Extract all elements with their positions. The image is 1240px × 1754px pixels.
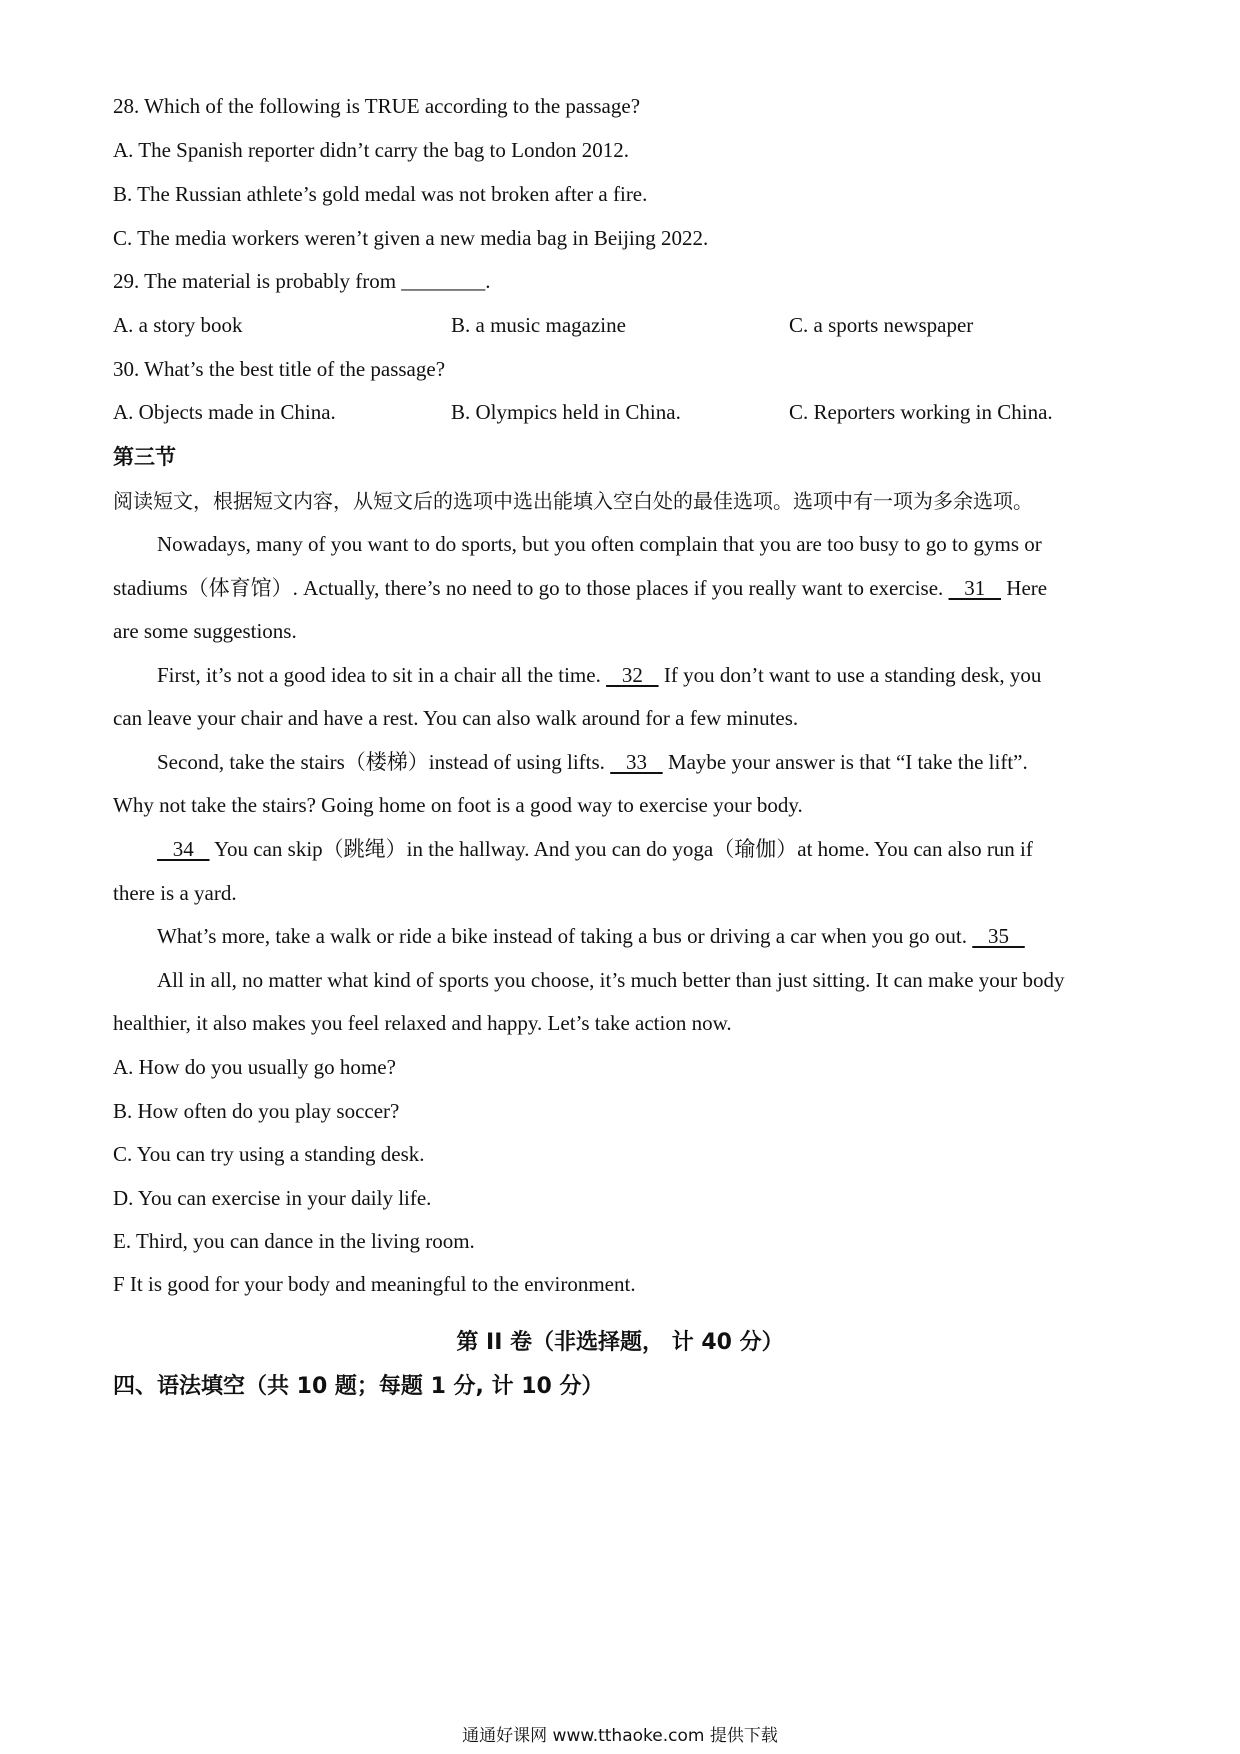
option-f: F It is good for your body and meaningful to the environment. (113, 1272, 636, 1296)
passage-line (157, 661, 1041, 689)
passage-line (157, 922, 1025, 950)
passage-line: All in all, no matter what kind of sports you choose, it’s much better than just sitting. It can make your body (157, 968, 1065, 992)
passage-line: there is a yard. (113, 881, 237, 905)
blank-32: 32 (606, 663, 659, 687)
passage-line (157, 835, 1033, 863)
passage-line: can leave your chair and have a rest. You can also walk around for a few minutes. (113, 706, 799, 730)
blank-34: 34 (157, 837, 210, 861)
passage-text: If you don’t want to use a standing desk, you (658, 663, 1042, 687)
passage-line (157, 748, 1028, 776)
passage-line: Why not take the stairs? Going home on foot is a good way to exercise your body. (113, 793, 803, 817)
option-a: A. How do you usually go home? (113, 1055, 396, 1079)
passage-text: Second, take the stairs（楼梯）instead of using lifts. (157, 750, 611, 774)
q29-option-a: A. a story book (113, 313, 243, 337)
q29-stem: 29. The material is probably from ________. (113, 269, 491, 293)
passage-line: healthier, it also makes you feel relaxed and happy. Let’s take action now. (113, 1011, 732, 1035)
section3-instruction: 阅读短文，根据短文内容，从短文后的选项中选出能填入空白处的最佳选项。选项中有一项为多余选项。 (113, 489, 1033, 513)
q28-option-c: C. The media workers weren’t given a new media bag in Beijing 2022. (113, 226, 709, 250)
passage-text: What’s more, take a walk or ride a bike instead of taking a bus or driving a car when you go out. (157, 924, 973, 948)
option-c: C. You can try using a standing desk. (113, 1142, 425, 1166)
passage-line (113, 574, 1047, 602)
section3-title: 第三节 (113, 445, 176, 469)
q28-option-a: A. The Spanish reporter didn’t carry the bag to London 2012. (113, 138, 629, 162)
passage-text: First, it’s not a good idea to sit in a chair all the time. (157, 663, 607, 687)
option-e: E. Third, you can dance in the living room. (113, 1229, 475, 1253)
passage-line: Nowadays, many of you want to do sports, but you often complain that you are too busy to go to gyms or (157, 532, 1042, 556)
q30-stem: 30. What’s the best title of the passage? (113, 357, 446, 381)
blank-31: 31 (948, 576, 1002, 600)
q28-stem: 28. Which of the following is TRUE according to the passage? (113, 94, 641, 118)
q28-option-b: B. The Russian athlete’s gold medal was not broken after a fire. (113, 182, 648, 206)
passage-line: are some suggestions. (113, 619, 297, 643)
blank-33: 33 (610, 750, 663, 774)
q30-option-c: C. Reporters working in China. (789, 400, 1053, 424)
blank-35: 35 (972, 924, 1025, 948)
q29-option-c: C. a sports newspaper (789, 313, 974, 337)
passage-text: stadiums（体育馆）. Actually, there’s no need to go to those places if you really want to exercise. (113, 576, 949, 600)
q29-option-b: B. a music magazine (451, 313, 626, 337)
part2-title: 第 II 卷（非选择题， 计 40 分） (456, 1330, 784, 1355)
q30-option-a: A. Objects made in China. (113, 400, 336, 424)
q30-option-b: B. Olympics held in China. (451, 400, 681, 424)
passage-text: Here (1001, 576, 1048, 600)
option-d: D. You can exercise in your daily life. (113, 1186, 432, 1210)
section4-title: 四、语法填空（共 10 题；每题 1 分, 计 10 分） (113, 1374, 604, 1399)
passage-text: Maybe your answer is that “I take the lift”. (662, 750, 1028, 774)
passage-text: You can skip（跳绳）in the hallway. And you can do yoga（瑜伽）at home. You can also run if (209, 837, 1033, 861)
option-b: B. How often do you play soccer? (113, 1099, 400, 1123)
page-footer: 通通好课网 www.tthaoke.com 提供下载 (462, 1726, 778, 1746)
